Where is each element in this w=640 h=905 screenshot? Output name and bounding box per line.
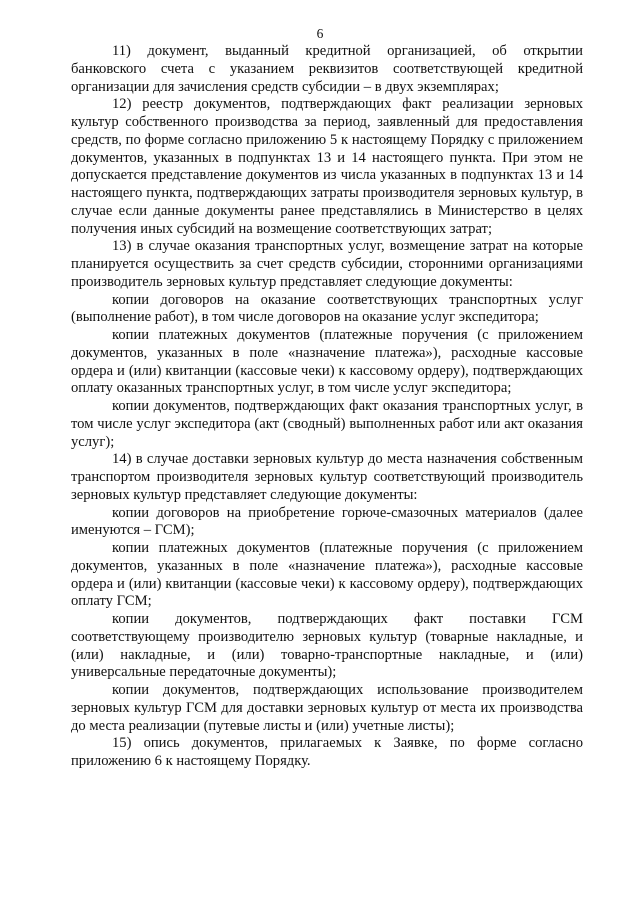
paragraph-item-13: 13) в случае оказания транспортных услуг, возмещение затрат на которые планируется осуществить за счет средств субсидии, сторонними организациями производитель зерновых культур представляет следующие документы:	[71, 238, 583, 290]
page-number: 6	[316, 26, 324, 41]
paragraph-fuel-usage: копии документов, подтверждающих использование производителем зерновых культур ГСМ для доставки зерновых культур от места их производства до места реализации (путевые листы и (или) учетные листы);	[71, 682, 583, 734]
paragraph-transport-acts: копии документов, подтверждающих факт оказания транспортных услуг, в том числе услуг экспедитора (акт (сводный) выполненных работ или акт оказания услуг);	[71, 398, 583, 450]
paragraph-item-11: 11) документ, выданный кредитной организацией, об открытии банковского счета с указанием реквизитов соответствующей кредитной организации для зачисления средств субсидии – в двух экземплярах;	[71, 43, 583, 95]
paragraph-fuel-contracts: копии договоров на приобретение горюче-смазочных материалов (далее именуются – ГСМ);	[71, 504, 583, 539]
paragraph-item-12: 12) реестр документов, подтверждающих факт реализации зерновых культур собственного производства за период, заявленный для предоставления средств, по форме согласно приложению 5 к настоящему Порядку с приложением документов, указанных в подпунктах 13 и 14 настоящего пункта. При этом не допускается представление документов из числа указанных в подпунктах 13 и 14 настоящего пункта, подтверждающих затраты производителя зерновых культур, в случае если данные документы ранее представлялись в Министерство в целях получения иных субсидий на возмещение соответствующих затрат;	[71, 96, 583, 237]
paragraph-item-15: 15) опись документов, прилагаемых к Заявке, по форме согласно приложению 6 к настоящему Порядку.	[71, 735, 583, 769]
paragraph-transport-payments: копии платежных документов (платежные поручения (с приложением документов, указанных в поле «назначение платежа»), расходные кассовые ордера и (или) квитанции (кассовые чеки) к кассовому ордеру), подтверждающих оплату оказанных транспортных услуг, в том числе услуг экспедитора;	[71, 327, 583, 397]
paragraph-transport-contracts: копии договоров на оказание соответствующих транспортных услуг (выполнение работ), в том числе договоров на оказание услуг экспедитора;	[71, 291, 583, 326]
paragraph-fuel-payments: копии платежных документов (платежные поручения (с приложением документов, указанных в поле «назначение платежа»), расходные кассовые ордера и (или) квитанции (кассовые чеки) к кассовому ордеру), подтверждающих оплату ГСМ;	[71, 540, 583, 610]
paragraph-item-14: 14) в случае доставки зерновых культур до места назначения собственным транспортом производителя зерновых культур соответствующий производитель зерновых культур представляет следующие документы:	[71, 451, 583, 503]
document-body	[71, 43, 583, 771]
paragraph-fuel-delivery: копии документов, подтверждающих факт поставки ГСМ соответствующему производителю зерновых культур (товарные накладные, и (или) накладные, и (или) товарно-транспортные накладные, и (или) универсальные передаточные документы);	[71, 611, 583, 681]
